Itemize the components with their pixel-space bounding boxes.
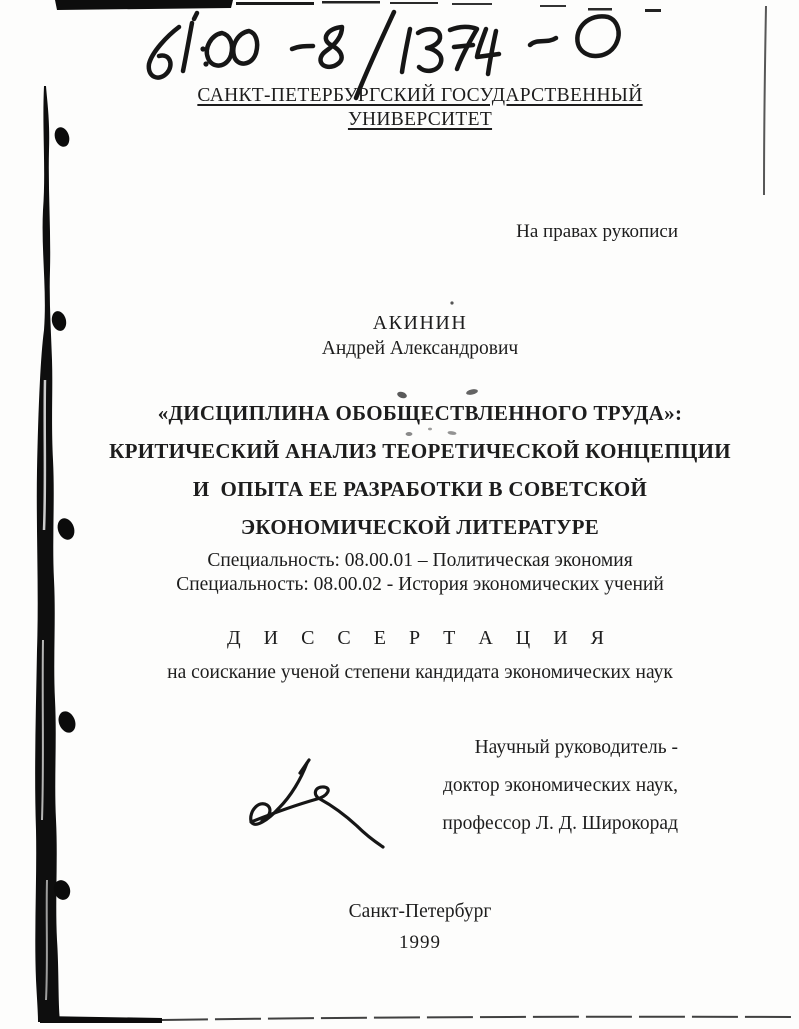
university-name-line1: САНКТ-ПЕТЕРБУРГСКИЙ ГОСУДАРСТВЕННЫЙ: [197, 85, 643, 106]
specialties-block: [40, 549, 799, 597]
title-line-2: КРИТИЧЕСКИЙ АНАЛИЗ ТЕОРЕТИЧЕСКОЙ КОНЦЕПЦИИ: [109, 439, 731, 463]
university-name-line2: УНИВЕРСИТЕТ: [347, 109, 493, 130]
supervisor-info: [40, 729, 799, 843]
author-surname: АКИНИН: [372, 312, 468, 334]
title-line-1: «ДИСЦИПЛИНА ОБОБЩЕСТВЛЕННОГО ТРУДА»:: [157, 401, 683, 425]
specialty-line-1: Специальность: 08.00.01 – Политическая экономия: [207, 550, 633, 571]
specialty-line-2: Специальность: 08.00.02 - История экономических учений: [176, 574, 664, 595]
scan-bottom-edge: [40, 1016, 795, 1023]
publication-city: Санкт-Петербург: [348, 901, 492, 922]
catalog-number-text: [0, 0, 1, 1]
title-line-3: И ОПЫТА ЕЕ РАЗРАБОТКИ В СОВЕТСКОЙ: [192, 477, 648, 501]
degree-note: на соискание ученой степени кандидата экономических наук: [167, 662, 673, 683]
title-line-4: ЭКОНОМИЧЕСКОЙ ЛИТЕРАТУРЕ: [240, 515, 600, 539]
supervisor-line-3: профессор Л. Д. Широкорад: [442, 813, 678, 834]
binding-blob: [51, 878, 72, 902]
university-name: [40, 84, 799, 132]
manuscript-rights-note: На правах рукописи: [516, 221, 678, 242]
supervisor-line-1: Научный руководитель -: [474, 737, 678, 758]
author-block: [40, 310, 799, 362]
supervisor-line-2: доктор экономических наук,: [442, 775, 678, 796]
dissertation-title: [40, 394, 799, 546]
author-given-names: Андрей Александрович: [321, 338, 519, 359]
scan-top-edge: [55, 0, 661, 12]
publication-year: 1999: [399, 932, 441, 953]
document-type-heading: Д И С С Е Р Т А Ц И Я: [227, 627, 613, 649]
